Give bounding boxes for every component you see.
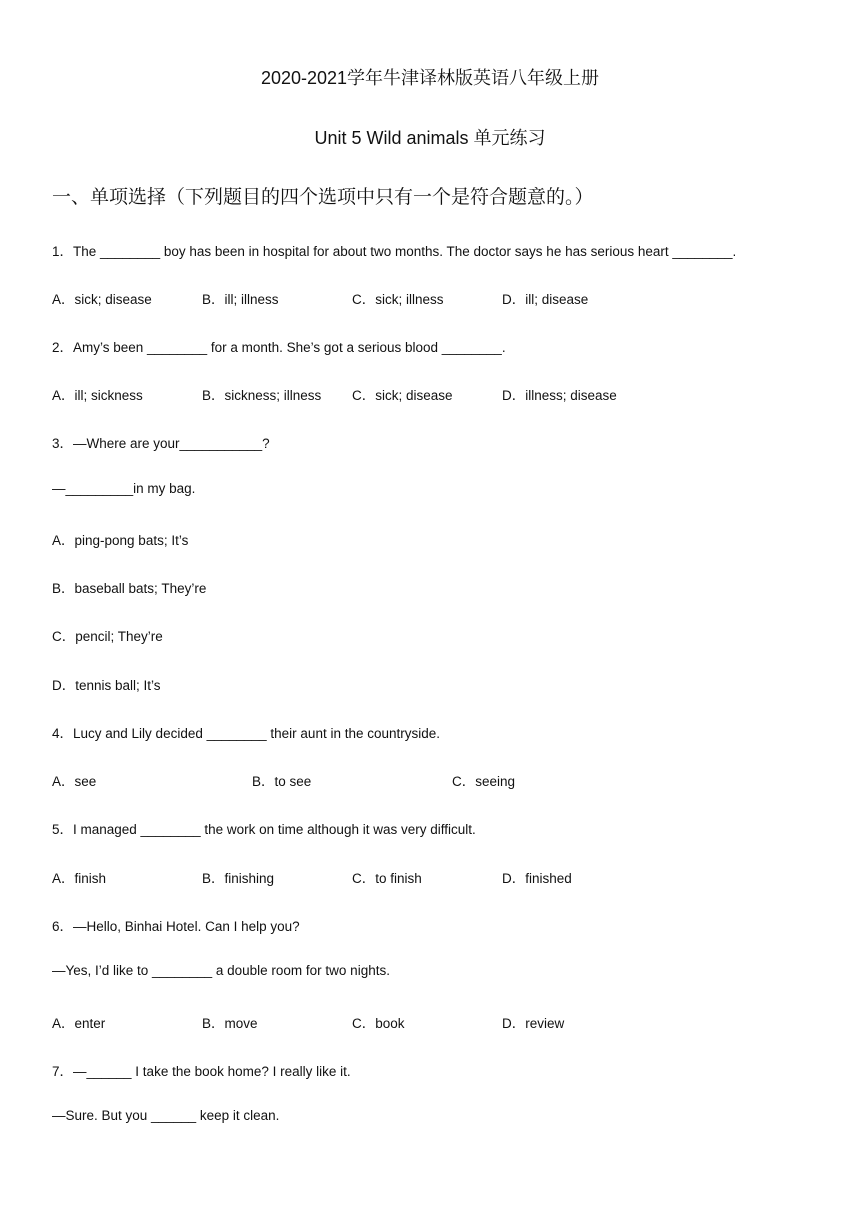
option-d: D．ill; disease — [502, 292, 589, 307]
question-6-options — [52, 1012, 812, 1030]
option-b: B．to see — [252, 774, 312, 789]
question-6-reply: —Yes, I’d like to ________ a double room for two nights. — [52, 963, 390, 978]
question-6-stem: 6．—Hello, Binhai Hotel. Can I help you? — [52, 919, 300, 934]
question-5-stem: 5．I managed ________ the work on time although it was very difficult. — [52, 822, 476, 837]
option-a: A．enter — [52, 1016, 106, 1031]
question-1-options — [52, 288, 812, 306]
question-3-option-a: A．ping-pong bats; It’s — [52, 533, 189, 548]
option-a: A．finish — [52, 871, 107, 886]
question-3-option-c: C．pencil; They’re — [52, 629, 163, 644]
option-a: A．ill; sickness — [52, 388, 143, 403]
document-title: 2020-2021学年牛津译林版英语八年级上册 — [260, 68, 600, 88]
option-c: C．sick; disease — [352, 388, 453, 403]
option-d: D．review — [502, 1016, 565, 1031]
section-heading: 一、单项选择（下列题目的四个选项中只有一个是符合题意的。） — [52, 187, 594, 208]
question-1-stem: 1．The ________ boy has been in hospital for about two months. The doctor says he has serious heart ________. — [52, 244, 737, 259]
option-b: B．ill; illness — [202, 292, 279, 307]
question-3-reply: —_________in my bag. — [52, 481, 196, 496]
question-3-stem: 3．—Where are your___________? — [52, 436, 270, 451]
question-3-option-b: B．baseball bats; They’re — [52, 581, 207, 596]
question-4-options — [52, 770, 812, 788]
question-7-stem: 7．—______ I take the book home? I really like it. — [52, 1064, 351, 1079]
option-c: C．seeing — [452, 774, 516, 789]
option-c: C．sick; illness — [352, 292, 444, 307]
question-2-stem: 2．Amy’s been ________ for a month. She’s got a serious blood ________. — [52, 340, 506, 355]
option-a: A．see — [52, 774, 97, 789]
option-a: A．sick; disease — [52, 292, 152, 307]
option-b: B．finishing — [202, 871, 275, 886]
option-d: D．finished — [502, 871, 572, 886]
question-5-options — [52, 867, 812, 885]
option-d: D．illness; disease — [502, 388, 617, 403]
option-b: B．move — [202, 1016, 258, 1031]
option-b: B．sickness; illness — [202, 388, 322, 403]
question-7-reply: —Sure. But you ______ keep it clean. — [52, 1108, 280, 1123]
question-4-stem: 4．Lucy and Lily decided ________ their aunt in the countryside. — [52, 726, 441, 741]
option-c: C．to finish — [352, 871, 422, 886]
option-c: C．book — [352, 1016, 405, 1031]
document-subtitle: Unit 5 Wild animals 单元练习 — [314, 128, 546, 148]
question-2-options — [52, 384, 812, 402]
question-3-option-d: D．tennis ball; It’s — [52, 678, 161, 693]
